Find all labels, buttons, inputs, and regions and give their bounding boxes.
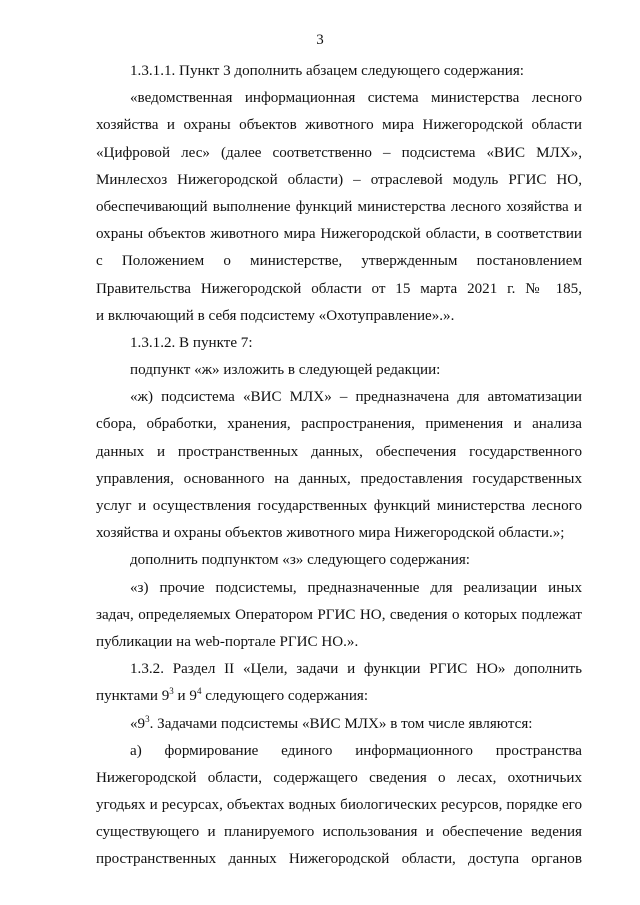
text-line: 1.3.2. Раздел II «Цели, задачи и функции РГИС НО» дополнить	[130, 661, 582, 678]
paragraph-1-3-2	[96, 656, 582, 710]
superscript: 3	[145, 713, 150, 724]
paragraph-subpoint-z	[96, 575, 582, 657]
superscript: 3	[169, 686, 174, 697]
paragraph-task-a	[96, 738, 582, 874]
text-line: угодьях и ресурсах, объектах водных биологических ресурсов, порядке его	[96, 797, 582, 814]
text-line: с Положением о министерстве, утвержденным постановлением	[96, 253, 582, 270]
text-line: сбора, обработки, хранения, распространения, применения и анализа	[96, 416, 582, 433]
text-line: хозяйства и охраны объектов животного мира Нижегородской области	[96, 117, 582, 134]
text-line: хозяйства и охраны объектов животного мира Нижегородской области.»;	[96, 525, 565, 542]
text-fragment: пунктами 9	[96, 688, 170, 705]
paragraph-subpoint-z-intro	[96, 547, 582, 574]
text-line: «ж) подсистема «ВИС МЛХ» – предназначена для автоматизации	[130, 389, 582, 406]
text-line	[96, 711, 582, 738]
text-line: Нижегородской области, содержащего сведения о лесах, охотничьих	[96, 769, 582, 786]
paragraph-1-3-1-1	[96, 58, 582, 85]
text-line: пространственных данных Нижегородской области, доступа органов	[96, 851, 582, 868]
text-line: 1.3.1.1. Пункт 3 дополнить абзацем следующего содержания:	[130, 63, 524, 79]
paragraph-1-3-1-2	[96, 330, 582, 357]
text-fragment: следующего содержания:	[201, 688, 369, 705]
page-number: 3	[316, 32, 324, 48]
text-line: управления, основанного на данных, предоставления государственных	[96, 470, 582, 487]
text-line: данных и пространственных данных, обеспечения государственного	[96, 443, 582, 460]
text-line: услуг и осуществления государственных функций министерства лесного	[96, 498, 582, 514]
text-line: «з) прочие подсистемы, предназначенные для реализации иных	[130, 579, 582, 596]
paragraph-subpoint-zh	[96, 384, 582, 547]
text-line: обеспечивающий выполнение функций министерства лесного хозяйства и	[96, 198, 582, 215]
text-line: Минлесхоз Нижегородской области) – отраслевой модуль РГИС НО,	[96, 171, 582, 188]
text-fragment: . Задачами подсистемы «ВИС МЛХ» в том числе являются:	[149, 715, 533, 732]
text-line: публикации на web-портале РГИС НО.».	[96, 633, 359, 650]
text-line: 1.3.1.2. В пункте 7:	[130, 334, 253, 351]
text-line: а) формирование единого информационного пространства	[130, 742, 582, 759]
text-line: и включающий в себя подсистему «Охотуправление».».	[96, 307, 455, 324]
superscript: 4	[196, 686, 202, 697]
text-line: задач, определяемых Оператором РГИС НО, сведения о которых подлежат	[96, 606, 582, 623]
text-fragment: и 9	[173, 688, 197, 705]
paragraph-vis-definition	[96, 85, 582, 330]
text-line: дополнить подпунктом «з» следующего содержания:	[130, 552, 470, 569]
text-line: охраны объектов животного мира Нижегородской области, в соответствии	[96, 226, 582, 243]
text-fragment: «9	[130, 715, 146, 732]
document-body	[96, 58, 582, 874]
text-line: существующего и планируемого использования и обеспечение ведения	[96, 824, 582, 841]
text-line: Правительства Нижегородской области от 15 марта 2021 г. № 185,	[96, 280, 582, 297]
paragraph-subpoint-zh-intro	[96, 357, 582, 384]
text-line: «ведомственная информационная система министерства лесного	[130, 90, 582, 107]
text-line	[96, 683, 582, 710]
text-line: подпункт «ж» изложить в следующей редакции:	[130, 362, 441, 379]
paragraph-point-9-3	[96, 711, 582, 738]
text-line: «Цифровой лес» (далее соответственно – подсистема «ВИС МЛХ»,	[96, 144, 582, 161]
